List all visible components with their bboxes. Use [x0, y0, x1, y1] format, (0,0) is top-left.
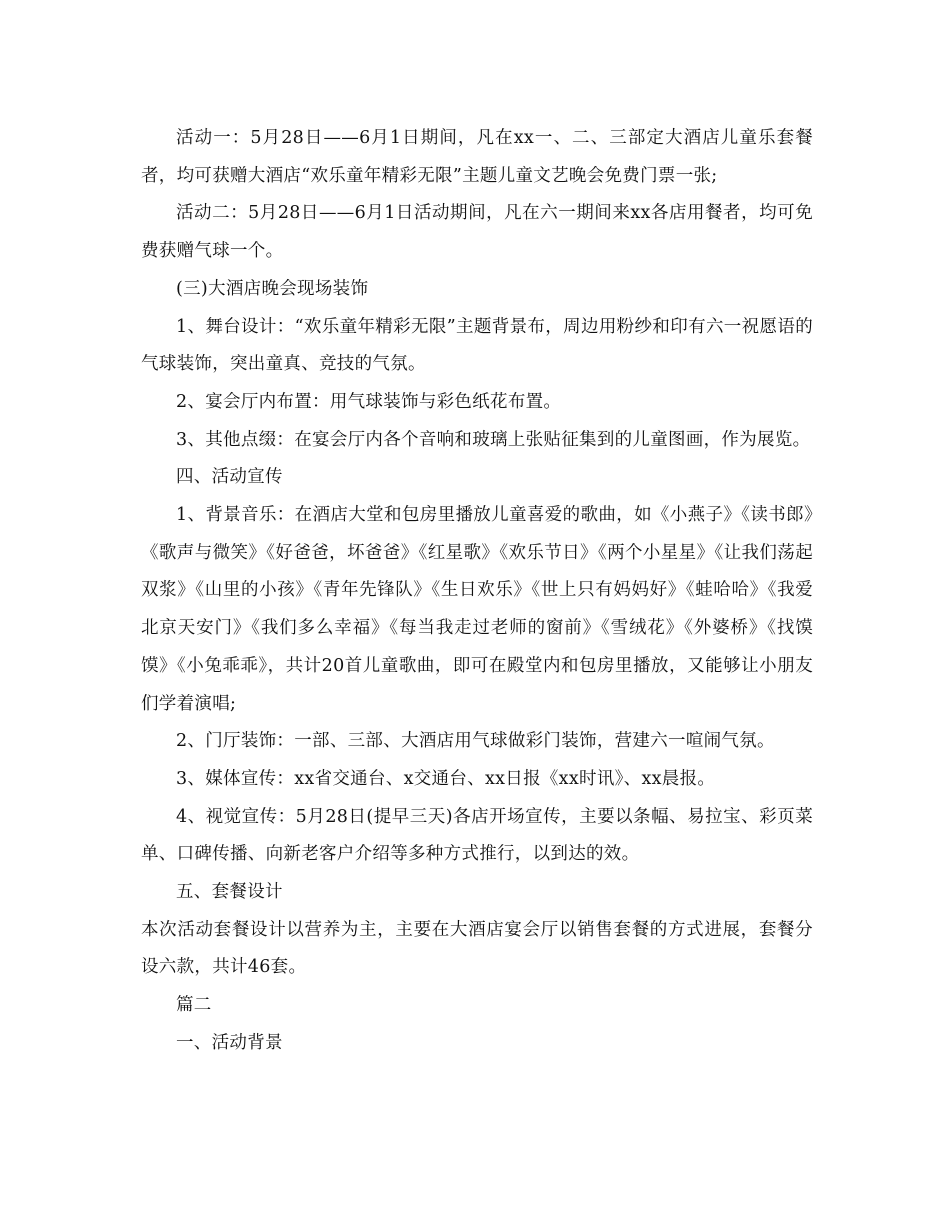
- paragraph-stage-design: 1、舞台设计：“欢乐童年精彩无限”主题背景布，周边用粉纱和印有六一祝愿语的气球装饰，突出童真、竞技的气氛。: [141, 316, 813, 375]
- section-heading-background: 一、活动背景: [176, 1032, 283, 1053]
- paragraph-other-decor: 3、其他点缀：在宴会厅内各个音响和玻璃上张贴征集到的儿童图画，作为展览。: [176, 429, 811, 450]
- paragraph-activity-two: 活动二：5月28日——6月1日活动期间，凡在六一期间来xx各店用餐者，均可免费获赠气球一个。: [141, 203, 813, 262]
- document-body: [141, 120, 813, 1063]
- paragraph-hall-layout: 2、宴会厅内布置：用气球装饰与彩色纸花布置。: [176, 391, 562, 412]
- paragraph-package-design: 本次活动套餐设计以营养为主，主要在大酒店宴会厅以销售套餐的方式进展，套餐分设六款，共计46套。: [141, 919, 813, 978]
- paragraph-lobby-decor: 2、门厅装饰：一部、三部、大酒店用气球做彩门装饰，营建六一喧闹气氛。: [176, 731, 775, 752]
- paragraph-activity-one: 活动一：5月28日——6月1日期间，凡在xx一、二、三部定大酒店儿童乐套餐者，均可获赠大酒店“欢乐童年精彩无限”主题儿童文艺晚会免费门票一张;: [141, 128, 813, 186]
- paragraph-visual-promotion: 4、视觉宣传：5月28日(提早三天)各店开场宣传，主要以条幅、易拉宝、彩页菜单、口碑传播、向新老客户介绍等多种方式推行，以到达的效。: [141, 806, 813, 865]
- section-heading-package: 五、套餐设计: [176, 882, 283, 903]
- section-heading-decoration: (三)大酒店晚会现场装饰: [176, 278, 369, 299]
- paragraph-background-music: 1、背景音乐：在酒店大堂和包房里播放儿童喜爱的歌曲，如《小燕子》《读书郎》《歌声与微笑》《好爸爸，坏爸爸》《红星歌》《欢乐节日》《两个小星星》《让我们荡起双浆》《山里的小孩》《青年先锋队》《生日欢乐》《世上只有妈妈好》《蛙哈哈》《我爱北京天安门》《我们多么幸福》《每当我走过老师的窗前》《雪绒花》《外婆桥》《找馍馍》《小兔乖乖》，共计20首儿童歌曲，即可在殿堂内和包房里播放，又能够让小朋友们学着演唱;: [141, 505, 813, 714]
- section-heading-part-two: 篇二: [176, 995, 212, 1016]
- paragraph-media-promotion: 3、媒体宣传：xx省交通台、x交通台、xx日报《xx时讯》、xx晨报。: [176, 768, 716, 789]
- section-heading-promotion: 四、活动宣传: [176, 467, 283, 488]
